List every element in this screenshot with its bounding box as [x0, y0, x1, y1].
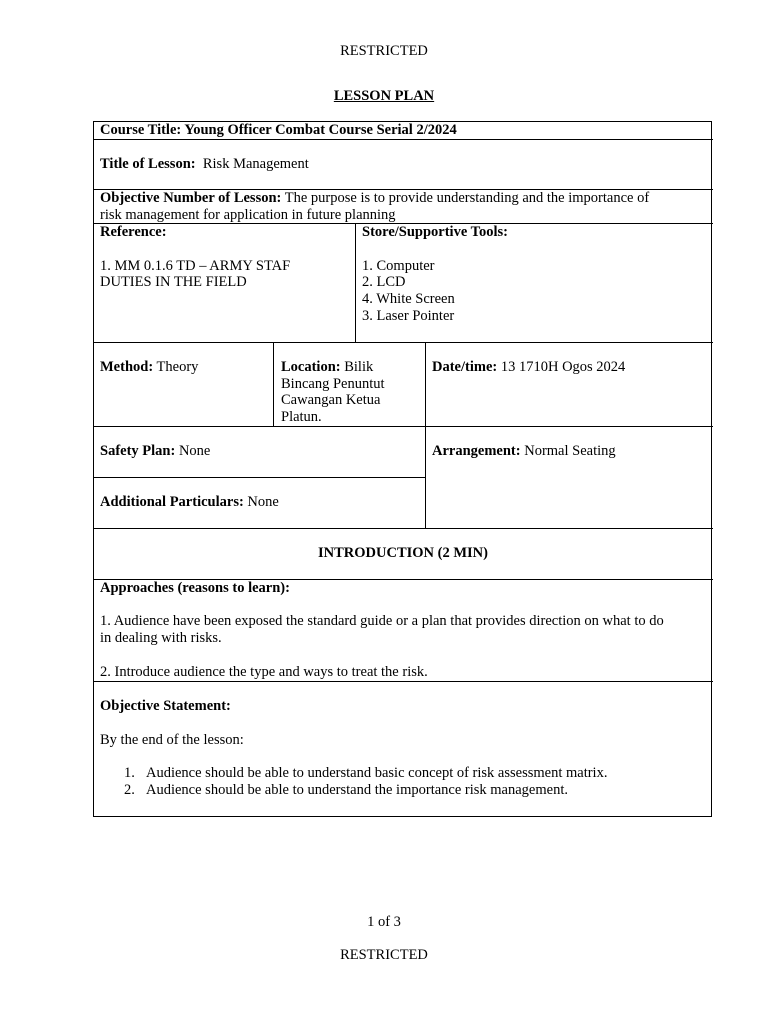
approaches-point2: 2. Introduce audience the type and ways to treat the risk. — [100, 664, 428, 680]
arrangement-value: Normal Seating — [524, 443, 616, 459]
location-line4: Platun. — [281, 409, 322, 425]
location-line2: Bincang Penuntut — [281, 376, 385, 392]
row-divider — [93, 426, 713, 427]
safety-plan-label: Safety Plan: — [100, 443, 176, 459]
classification-header: RESTRICTED — [340, 43, 428, 59]
objective-item-number: 1. — [124, 765, 135, 781]
objective-number-label: Objective Number of Lesson: — [100, 190, 282, 206]
objective-number — [100, 190, 649, 207]
lesson-title-label: Title of Lesson: — [100, 156, 196, 172]
objective-item — [124, 782, 568, 799]
method — [100, 359, 198, 376]
location-line1: Bilik — [344, 359, 374, 375]
objective-item-number: 2. — [124, 782, 135, 798]
reference-label: Reference: — [100, 224, 167, 240]
document-title: LESSON PLAN — [333, 88, 435, 104]
tools-item: 1. Computer — [362, 258, 435, 274]
datetime — [432, 359, 625, 376]
column-divider — [425, 342, 426, 528]
objective-item-text: Audience should be able to understand basic concept of risk assessment matrix. — [146, 765, 608, 781]
objective-number-line1: The purpose is to provide understanding and the importance of — [284, 190, 650, 206]
location-line3: Cawangan Ketua — [281, 392, 381, 408]
row-divider — [93, 342, 713, 343]
location-label: Location: — [281, 359, 341, 375]
tools-item: 2. LCD — [362, 274, 406, 290]
tools-item: 3. Laser Pointer — [362, 308, 455, 324]
additional-particulars-value: None — [247, 494, 279, 510]
tools-label: Store/Supportive Tools: — [362, 224, 508, 240]
tools-item: 4. White Screen — [362, 291, 455, 307]
safety-plan — [100, 443, 210, 460]
arrangement-label: Arrangement: — [432, 443, 521, 459]
classification-footer: RESTRICTED — [340, 947, 428, 963]
method-value: Theory — [156, 359, 199, 375]
method-label: Method: — [100, 359, 154, 375]
objective-number-line2: risk management for application in future planning — [100, 207, 396, 223]
datetime-label: Date/time: — [432, 359, 498, 375]
additional-particulars — [100, 494, 279, 511]
introduction-title: INTRODUCTION (2 MIN) — [318, 545, 488, 561]
objective-item — [124, 765, 607, 782]
arrangement — [432, 443, 616, 460]
row-divider — [93, 681, 713, 682]
row-divider — [93, 528, 713, 529]
column-divider — [273, 342, 274, 426]
row-divider — [93, 477, 426, 478]
objective-item-text: Audience should be able to understand the importance risk management. — [146, 782, 568, 798]
course-title-label: Course Title: — [100, 122, 182, 138]
lesson-title-value: Risk Management — [202, 156, 309, 172]
column-divider — [355, 223, 356, 342]
reference-line1: 1. MM 0.1.6 TD – ARMY STAF — [100, 258, 291, 274]
approaches-point1-line2: in dealing with risks. — [100, 630, 222, 646]
objective-statement-label: Objective Statement: — [100, 698, 231, 714]
row-divider — [93, 139, 713, 140]
course-title — [100, 122, 457, 139]
approaches-point1-line1: 1. Audience have been exposed the standard guide or a plan that provides direction on what to do — [100, 613, 664, 629]
additional-particulars-label: Additional Particulars: — [100, 494, 244, 510]
page-number: 1 of 3 — [367, 914, 401, 930]
course-title-value: Young Officer Combat Course Serial 2/2024 — [184, 122, 457, 138]
location — [281, 359, 373, 376]
datetime-value: 13 1710H Ogos 2024 — [500, 359, 626, 375]
safety-plan-value: None — [178, 443, 211, 459]
lesson-title — [100, 156, 309, 173]
approaches-label: Approaches (reasons to learn): — [100, 580, 290, 596]
objective-statement-intro: By the end of the lesson: — [100, 732, 244, 748]
reference-line2: DUTIES IN THE FIELD — [100, 274, 247, 290]
